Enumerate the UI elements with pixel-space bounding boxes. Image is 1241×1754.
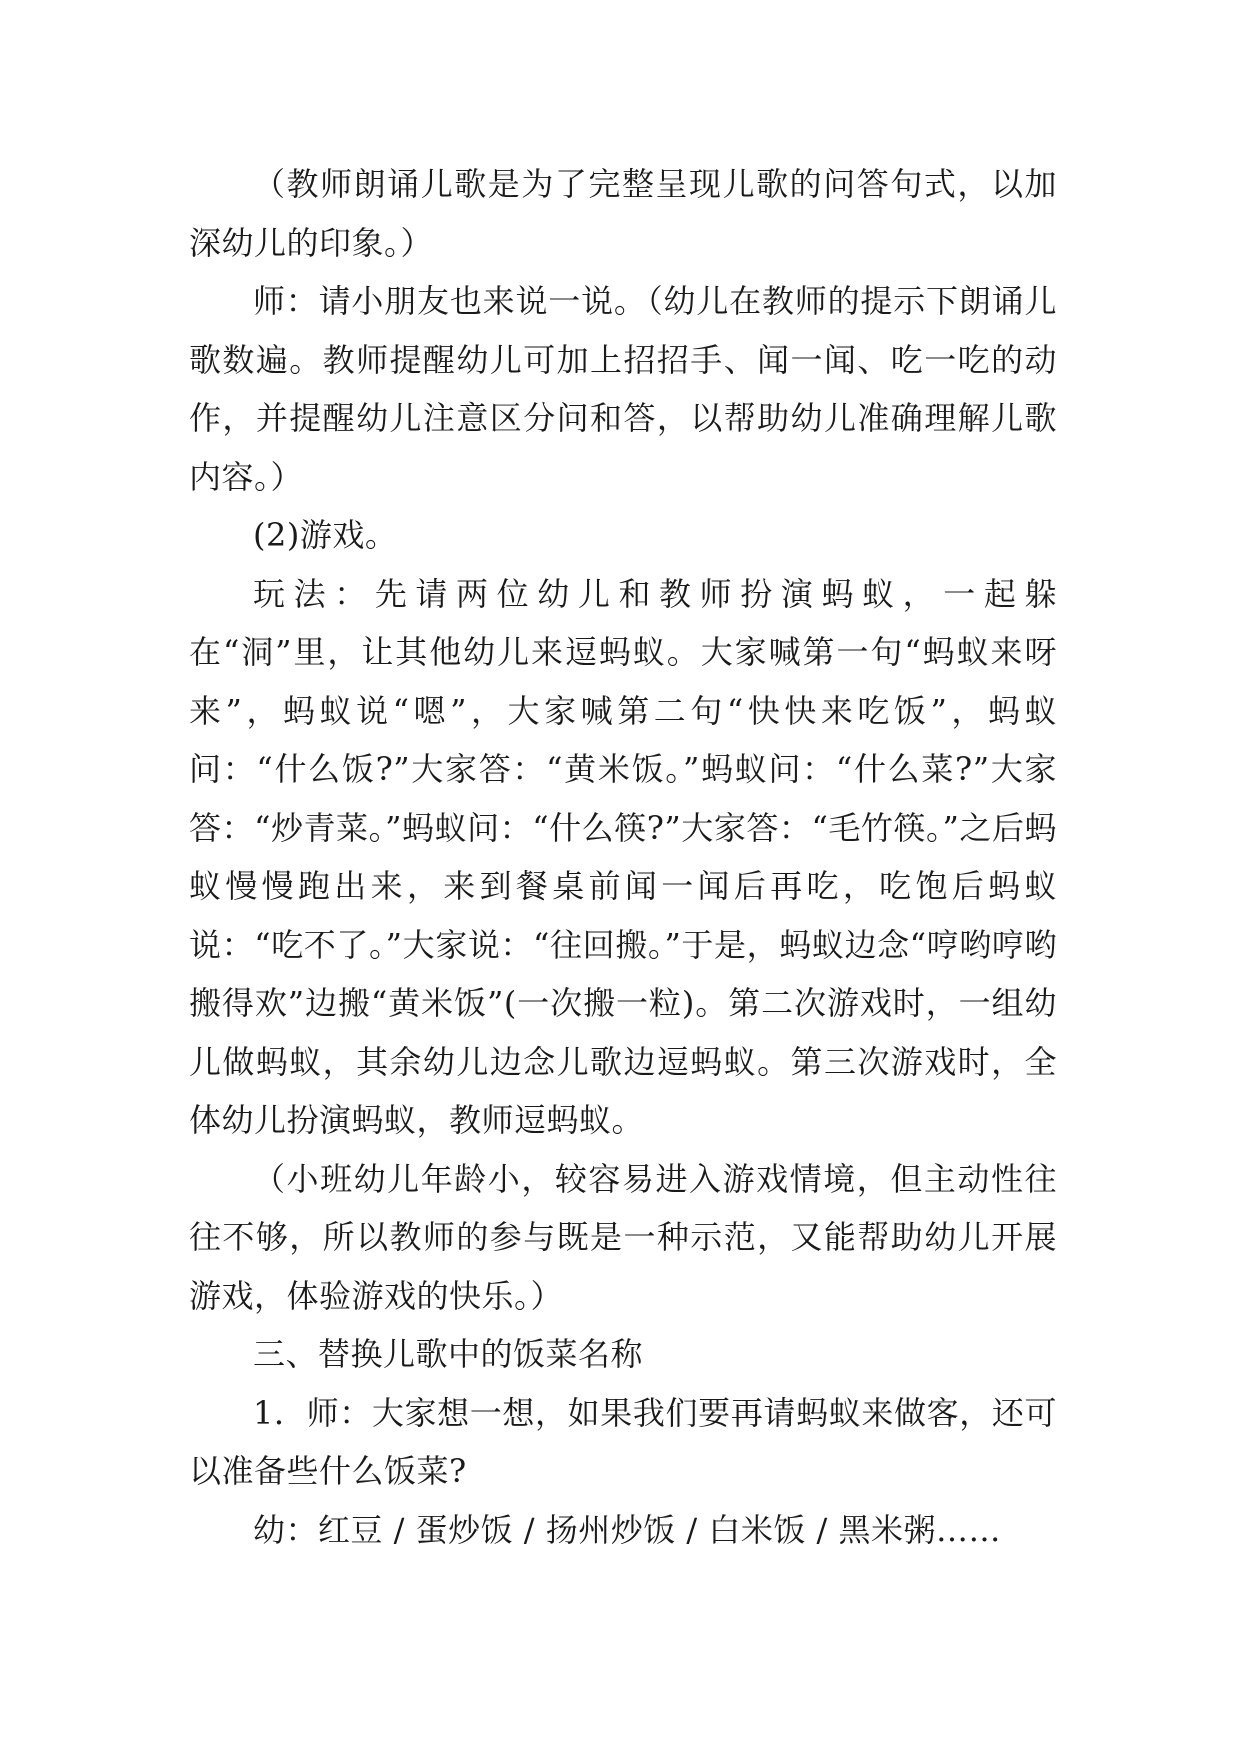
paragraph-children-recite: 师：请小朋友也来说一说。（幼儿在教师的提示下朗诵儿歌数遍。教师提醒幼儿可加上招招手、闻一闻、吃一吃的动作，并提醒幼儿注意区分问和答，以帮助幼儿准确理解儿歌内容。） (189, 282, 1057, 496)
section-heading-replace-food: 三、替换儿歌中的饭菜名称 (253, 1335, 644, 1373)
paragraph-teacher-question: 1．师：大家想一想，如果我们要再请蚂蚁来做客，还可以准备些什么饭菜? (189, 1393, 1057, 1490)
paragraph-game-rules: 玩法：先请两位幼儿和教师扮演蚂蚁，一起躲在“洞”里，让其他幼儿来逗蚂蚁。大家喊第一句“蚂蚁来呀来”，蚂蚁说“嗯”，大家喊第二句“快快来吃饭”，蚂蚁问：“什么饭?”大家答：“黄米饭。”蚂蚁问：“什么菜?”大家答：“炒青菜。”蚂蚁问：“什么筷?”大家答：“毛竹筷。”之后蚂蚁慢慢跑出来，来到餐桌前闻一闻后再吃，吃饱后蚂蚁说：“吃不了。”大家说：“往回搬。”于是，蚂蚁边念“哼哟哼哟搬得欢”边搬“黄米饭”(一次搬一粒)。第二次游戏时，一组幼儿做蚂蚁，其余幼儿边念儿歌边逗蚂蚁。第三次游戏时，全体幼儿扮演蚂蚁，教师逗蚂蚁。 (189, 574, 1057, 1139)
paragraph-game-note: （小班幼儿年龄小，较容易进入游戏情境，但主动性往往不够，所以教师的参与既是一种示范，又能帮助幼儿开展游戏，体验游戏的快乐。） (189, 1159, 1057, 1315)
body-text (189, 155, 1057, 1559)
paragraph-children-answer: 幼：红豆 / 蛋炒饭 / 扬州炒饭 / 白米饭 / 黑米粥…… (253, 1510, 1002, 1549)
paragraph-game-heading: (2)游戏。 (253, 516, 398, 554)
paragraph-teacher-recitation-note: （教师朗诵儿歌是为了完整呈现儿歌的问答句式，以加深幼儿的印象。） (189, 165, 1057, 262)
